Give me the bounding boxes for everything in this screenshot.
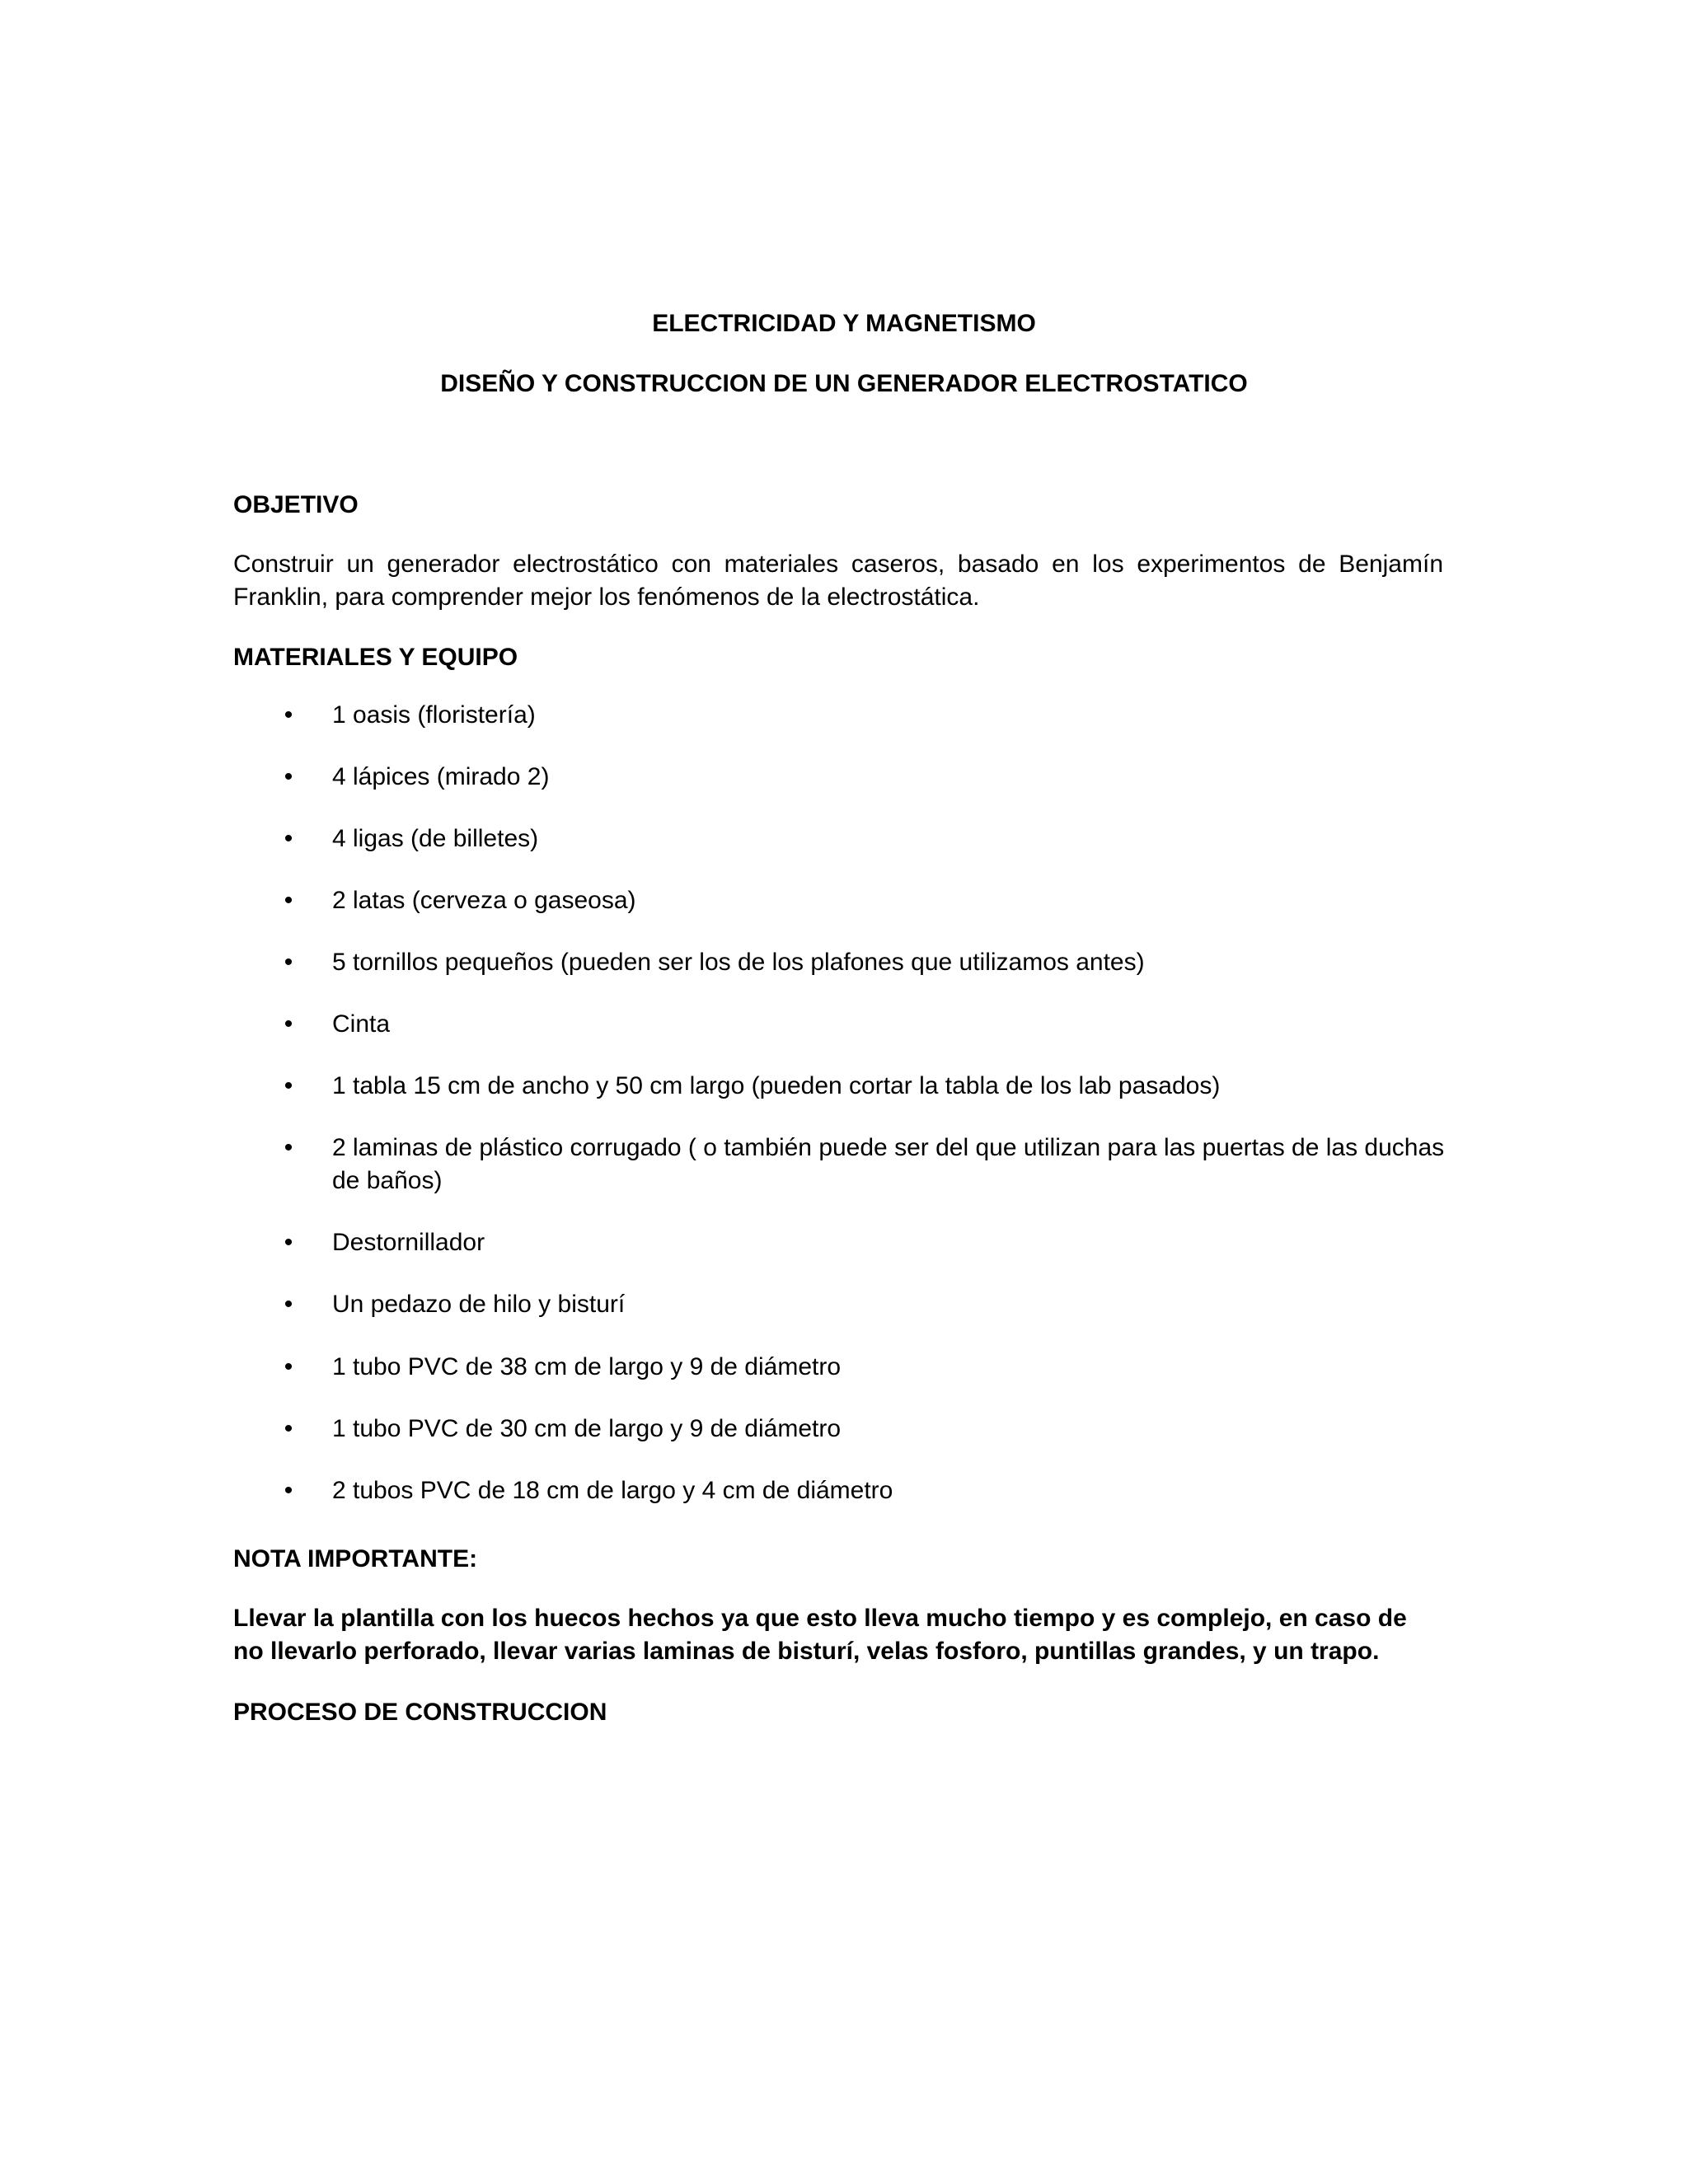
list-item-text: 2 tubos PVC de 18 cm de largo y 4 cm de diámetro — [332, 1477, 893, 1504]
bullet-icon: • — [284, 1010, 293, 1038]
list-item — [284, 1413, 1445, 1446]
bullet-icon: • — [284, 1229, 293, 1256]
list-item-text: Cinta — [332, 1010, 391, 1038]
list-item-text: 2 latas (cerveza o gaseosa) — [332, 887, 636, 914]
objetivo-text: Construir un generador electrostático con materiales caseros, basado en los experimentos de Benjamín Franklin, para comprender mejor los fenómenos de la electrostática. — [233, 551, 1443, 611]
list-item-text: 1 tubo PVC de 30 cm de largo y 9 de diámetro — [332, 1415, 842, 1442]
bullet-icon: • — [284, 1477, 293, 1504]
list-item-text: Un pedazo de hilo y bisturí — [332, 1291, 626, 1318]
bullet-icon: • — [284, 1134, 293, 1161]
list-item-text: 1 tabla 15 cm de ancho y 50 cm largo (pueden cortar la tabla de los lab pasados) — [332, 1072, 1221, 1099]
bullet-icon: • — [284, 701, 293, 729]
list-item — [284, 1132, 1445, 1197]
list-item — [284, 1351, 1445, 1384]
list-item — [284, 1070, 1445, 1103]
list-item-text: 4 ligas (de billetes) — [332, 825, 539, 852]
list-item — [284, 1288, 1445, 1321]
bullet-icon: • — [284, 1415, 293, 1442]
list-item — [284, 884, 1445, 917]
document-title: ELECTRICIDAD Y MAGNETISMO — [652, 310, 1036, 337]
list-item — [284, 1008, 1445, 1041]
bullet-icon: • — [284, 1353, 293, 1380]
list-item — [284, 699, 1445, 732]
list-item — [284, 1474, 1445, 1507]
list-item-text: 4 lápices (mirado 2) — [332, 763, 550, 790]
bullet-icon: • — [284, 949, 293, 976]
materiales-heading: MATERIALES Y EQUIPO — [233, 644, 518, 671]
list-item-text: 2 laminas de plástico corrugado ( o también puede ser del que utilizan para las puertas de las duchas de baños) — [332, 1134, 1445, 1194]
proceso-heading: PROCESO DE CONSTRUCCION — [233, 1699, 607, 1726]
list-item — [284, 946, 1445, 979]
bullet-icon: • — [284, 763, 293, 790]
bullet-icon: • — [284, 1072, 293, 1099]
list-item-text: 1 tubo PVC de 38 cm de largo y 9 de diámetro — [332, 1353, 842, 1380]
list-item-text: 5 tornillos pequeños (pueden ser los de los plafones que utilizamos antes) — [332, 949, 1145, 976]
nota-text: Llevar la plantilla con los huecos hechos ya que esto lleva mucho tiempo y es complejo, en caso de no llevarlo perforado, llevar varias laminas de bisturí, velas fosforo, puntillas grandes, y un trapo. — [233, 1605, 1407, 1665]
bullet-icon: • — [284, 1291, 293, 1318]
nota-heading: NOTA IMPORTANTE: — [233, 1545, 478, 1572]
list-item — [284, 823, 1445, 855]
document-subtitle: DISEÑO Y CONSTRUCCION DE UN GENERADOR ELECTROSTATICO — [440, 370, 1248, 397]
objetivo-heading: OBJETIVO — [233, 491, 359, 518]
bullet-icon: • — [284, 887, 293, 914]
bullet-icon: • — [284, 825, 293, 852]
list-item-text: 1 oasis (floristería) — [332, 701, 536, 729]
list-item — [284, 1226, 1445, 1259]
list-item-text: Destornillador — [332, 1229, 485, 1256]
list-item — [284, 761, 1445, 794]
